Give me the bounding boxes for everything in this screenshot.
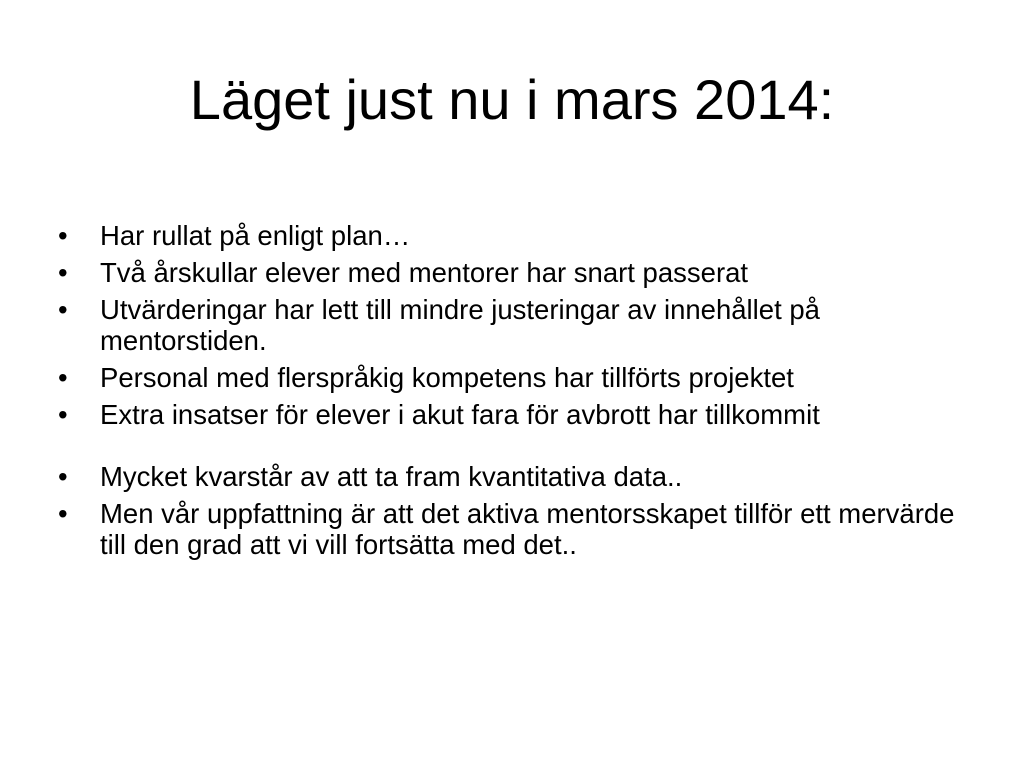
bullet-dot-icon: •: [58, 461, 68, 492]
bullet-item: [56, 362, 986, 393]
bullet-text: Två årskullar elever med mentorer har snart passerat: [100, 257, 749, 288]
bullet-item: [56, 220, 986, 251]
bullet-dot-icon: •: [58, 362, 68, 393]
bullet-text: Personal med flerspråkig kompetens har tillförts projektet: [100, 362, 794, 393]
bullet-text: Utvärderingar har lett till mindre justeringar av innehållet på mentorstiden.: [100, 294, 820, 356]
bullet-dot-icon: •: [58, 294, 68, 325]
bullet-text: Mycket kvarstår av att ta fram kvantitativa data..: [100, 461, 683, 492]
bullet-dot-icon: •: [58, 399, 68, 430]
bullet-item: [56, 498, 986, 560]
bullet-item: [56, 294, 986, 356]
bullet-dot-icon: •: [58, 498, 68, 529]
bullet-item: [56, 257, 986, 288]
bullet-text: Har rullat på enligt plan…: [100, 220, 411, 251]
bullet-dot-icon: •: [58, 257, 68, 288]
bullet-item: [56, 461, 986, 492]
bullet-item: [56, 399, 986, 430]
bullet-text: Extra insatser för elever i akut fara för avbrott har tillkommit: [100, 399, 820, 430]
bullet-list: [56, 220, 986, 566]
bullet-dot-icon: •: [58, 220, 68, 251]
slide-title: Läget just nu i mars 2014:: [189, 68, 835, 131]
bullet-text: Men vår uppfattning är att det aktiva mentorsskapet tillför ett mervärde till den grad att vi vill fortsätta med det..: [100, 498, 955, 560]
